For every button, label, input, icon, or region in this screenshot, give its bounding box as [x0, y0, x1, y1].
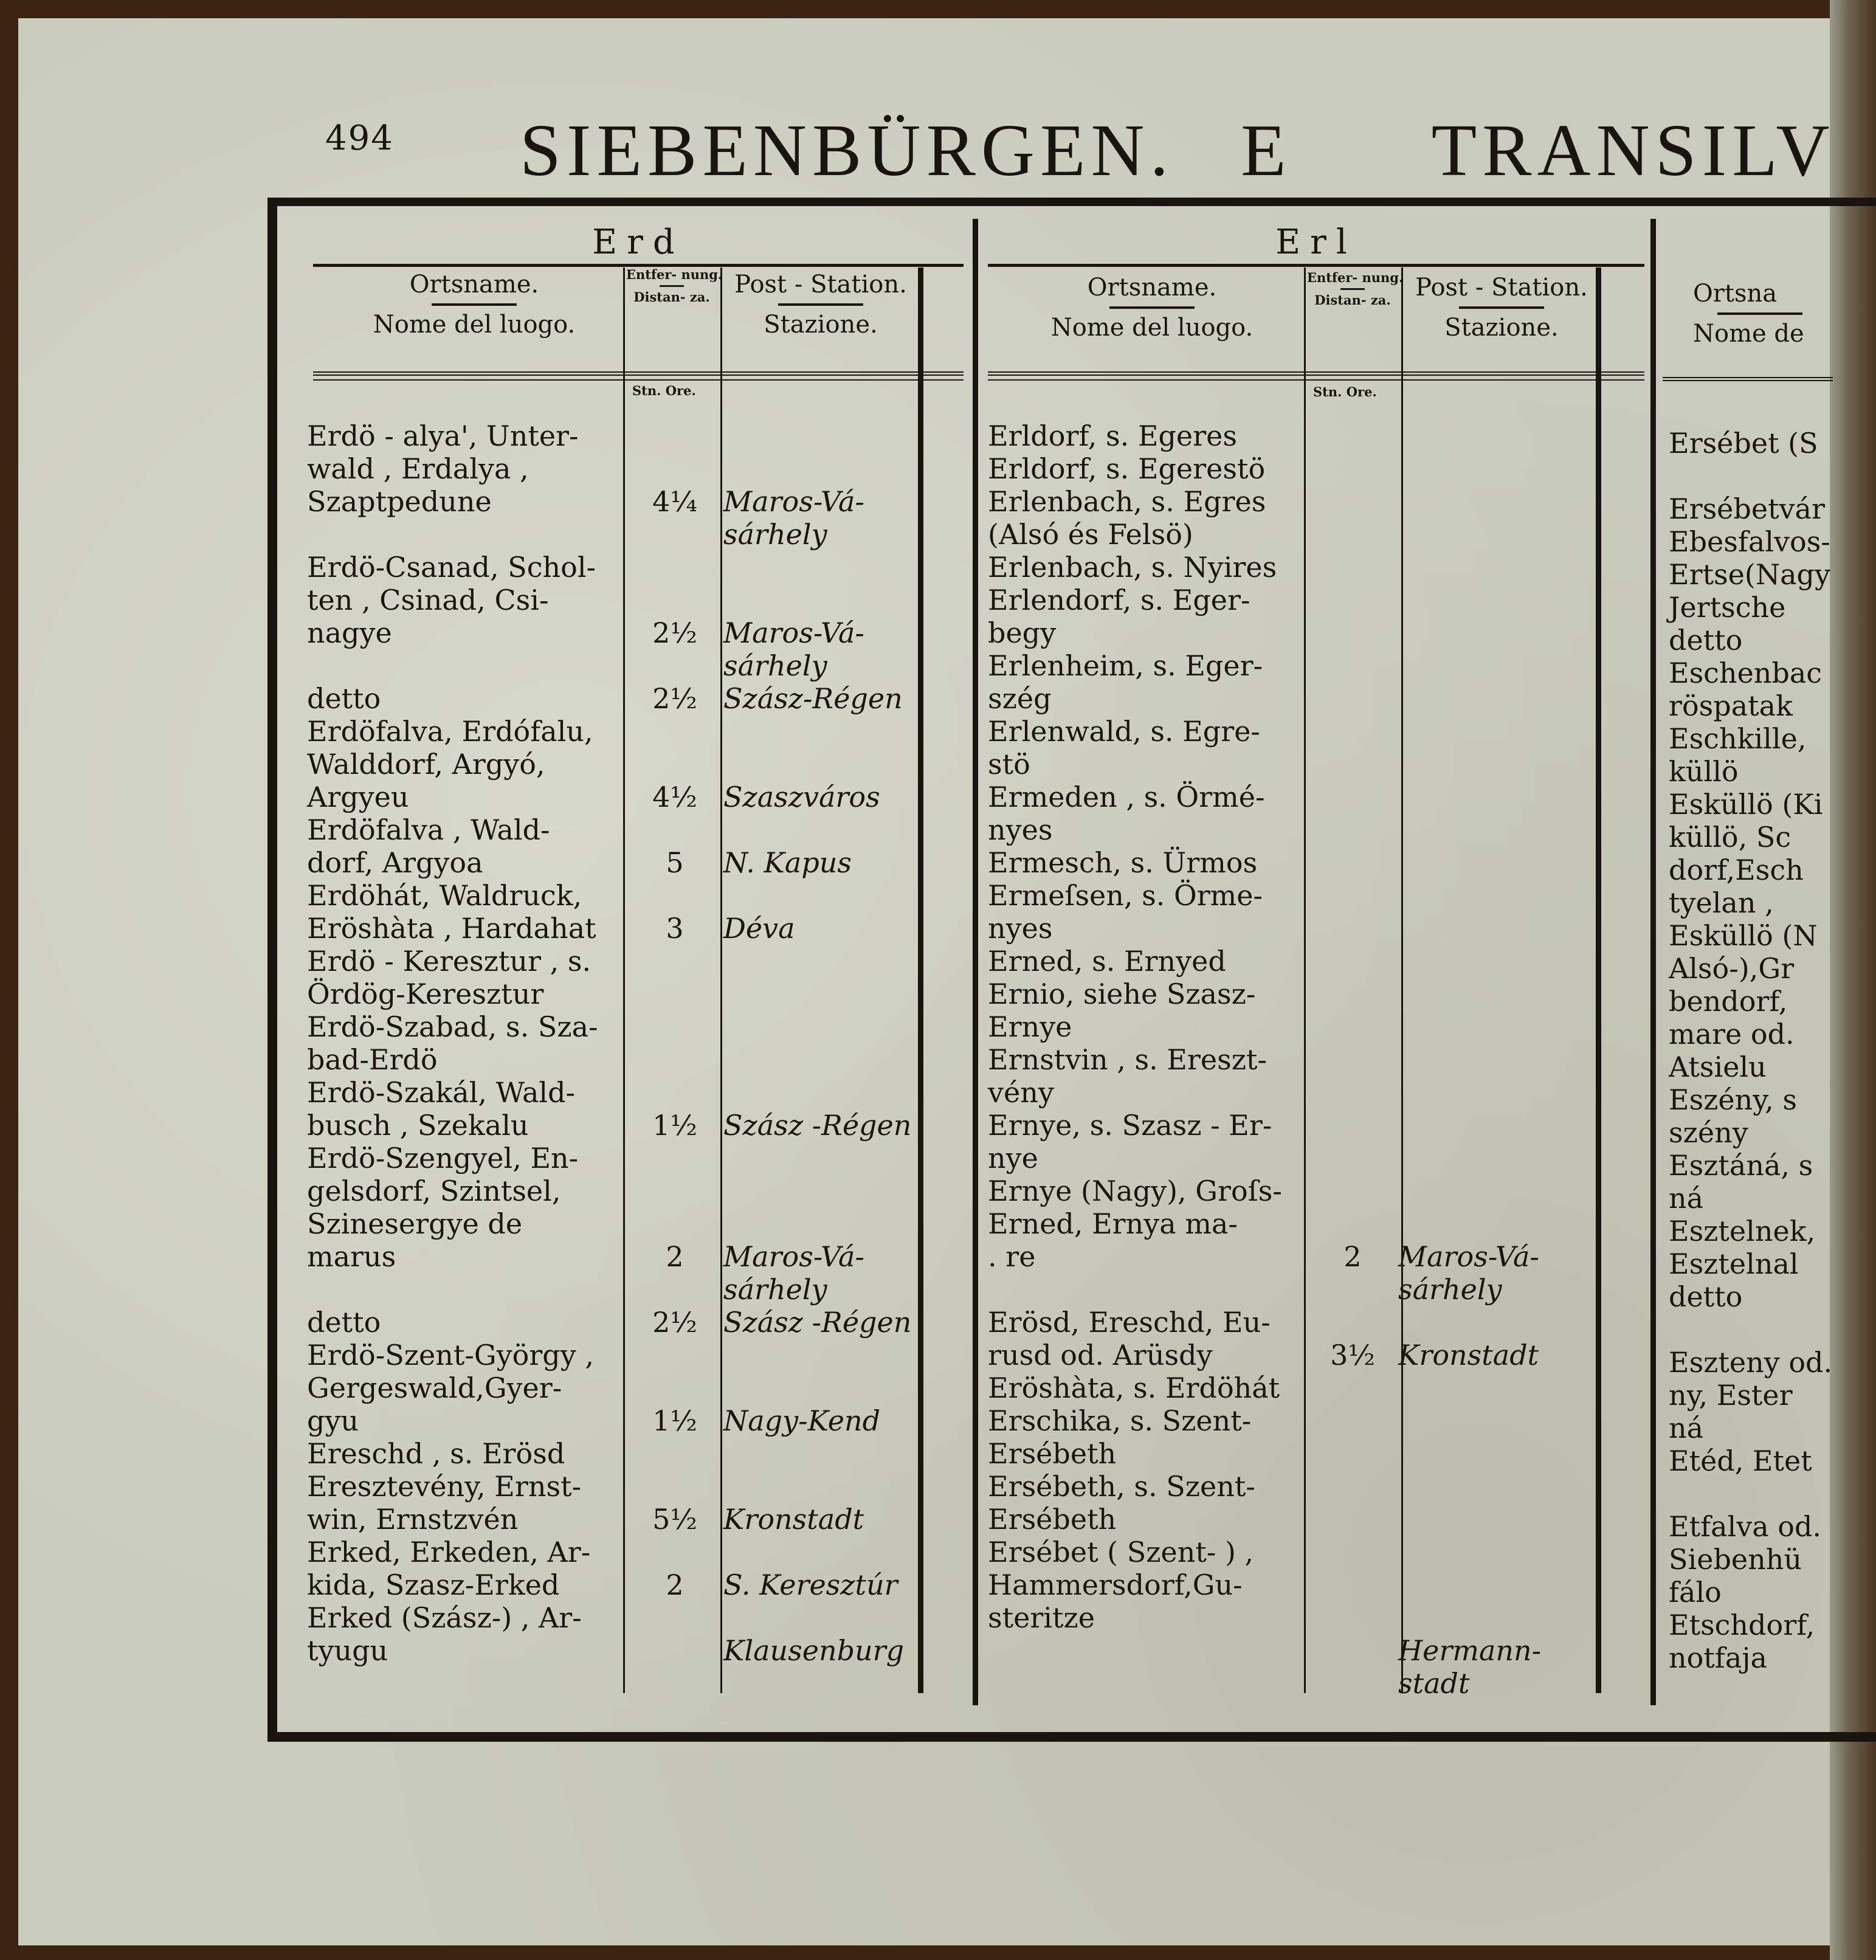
place-name: Erldorf, s. Egeres — [988, 419, 1237, 452]
place-name: Argyeu — [307, 781, 409, 813]
place-name: Eschenbac — [1669, 657, 1823, 689]
place-name: Ersébetvár — [1669, 492, 1825, 525]
header-ortsname: Ortsname. Nome del luogo. — [373, 271, 576, 339]
place-name: Erdö - Keresztur , s. — [307, 945, 591, 978]
place-name: Erdö-Szent-György , — [307, 1339, 594, 1372]
place-name: Erned, Ernya ma- — [988, 1207, 1238, 1240]
block-letters: Erl — [1275, 223, 1357, 262]
place-name: nagye — [307, 616, 392, 649]
header-distance: Entfer- nung. Distan- za. — [626, 267, 723, 305]
place-name: Erldorf, s. Egerestö — [988, 452, 1266, 485]
place-name: Szinesergye de — [307, 1207, 523, 1240]
place-name: Eszteny od. — [1669, 1346, 1833, 1379]
place-name: Ermeden , s. Örmé- — [988, 781, 1265, 813]
post-station: sárhely — [723, 518, 827, 551]
place-name: Erlenbach, s. Egres — [988, 485, 1266, 518]
place-name: ná — [1669, 1412, 1704, 1444]
place-name: stö — [988, 748, 1030, 781]
header-ortsname: Ortsname. Nome del luogo. — [1050, 274, 1254, 342]
place-name: Esztáná, s — [1669, 1149, 1813, 1182]
place-name: marus — [307, 1240, 396, 1273]
post-station: Maros-Vá- — [1398, 1240, 1539, 1273]
place-name: Erdö - alya', Unter- — [307, 419, 579, 452]
place-name: busch , Szekalu — [307, 1109, 529, 1142]
place-name: fálo — [1669, 1576, 1722, 1609]
place-name: röspatak — [1669, 689, 1793, 722]
post-station: Kronstadt — [723, 1503, 864, 1536]
place-name: bad-Erdö — [307, 1043, 438, 1076]
place-name: (Alsó és Felsö) — [988, 518, 1193, 551]
place-name: Eresztevény, Ernst- — [307, 1470, 582, 1503]
place-name: Ördög-Keresztur — [307, 978, 544, 1010]
distance-value: 2½ — [652, 682, 697, 715]
divider — [1304, 267, 1306, 1693]
divider — [918, 267, 923, 1693]
place-name: Ebesfalvos- — [1669, 525, 1830, 558]
post-station: sárhely — [1398, 1273, 1502, 1306]
divider — [623, 267, 625, 1693]
place-name: dorf, Argyoa — [307, 846, 483, 879]
distance-value: 3½ — [1330, 1339, 1375, 1372]
place-name: Siebenhü — [1669, 1543, 1802, 1576]
place-name: Erked (Szász-) , Ar- — [307, 1601, 582, 1634]
place-name: Erschika, s. Szent- — [988, 1404, 1252, 1437]
place-name: Jertsche — [1669, 591, 1786, 624]
post-station: Déva — [723, 912, 795, 945]
place-name: dorf,Esch — [1669, 854, 1804, 886]
place-name: vény — [988, 1076, 1054, 1109]
place-name: Ersébeth — [988, 1503, 1117, 1536]
post-station: Maros-Vá- — [723, 616, 864, 649]
page-number: 494 — [325, 119, 394, 158]
place-name: Ermeſsen, s. Örme- — [988, 879, 1263, 912]
title-german: SIEBENBÜRGEN. — [520, 109, 1174, 192]
title-letter: E — [1241, 109, 1292, 192]
place-name: mare od. — [1669, 1018, 1795, 1051]
post-station: S. Keresztúr — [723, 1568, 898, 1601]
place-name: Ermesch, s. Ürmos — [988, 846, 1258, 879]
distance-value: 2½ — [652, 616, 697, 649]
distance-value: 4½ — [652, 781, 697, 813]
distance-value: 5½ — [652, 1503, 697, 1536]
place-name: begy — [988, 616, 1057, 649]
place-name: Ersébet ( Szent- ) , — [988, 1536, 1254, 1568]
page-title — [520, 108, 1835, 193]
divider — [1401, 267, 1403, 1693]
post-station: Szász -Régen — [723, 1306, 912, 1339]
place-name: Erned, s. Ernyed — [988, 945, 1226, 978]
place-name: Erdö-Szabad, s. Sza- — [307, 1010, 598, 1043]
divider — [1596, 267, 1601, 1693]
place-name: ná — [1669, 1182, 1704, 1215]
place-name: Ernstvin , s. Ereszt- — [988, 1043, 1267, 1076]
post-station: Maros-Vá- — [723, 1240, 864, 1273]
post-station: Hermann- — [1398, 1634, 1542, 1667]
distance-value: 4¼ — [652, 485, 697, 518]
place-name: Erlenheim, s. Eger- — [988, 649, 1263, 682]
place-name: Ernye, s. Szasz - Er- — [988, 1109, 1272, 1142]
place-name: Ernye — [988, 1010, 1072, 1043]
place-name: Etfalva od. — [1669, 1510, 1822, 1543]
post-station: Kronstadt — [1398, 1339, 1539, 1372]
place-name: wald , Erdalya , — [307, 452, 529, 485]
distance-value: 2½ — [652, 1306, 697, 1339]
units-label: Stn. Ore. — [1313, 384, 1377, 399]
place-name: Eschkille, — [1669, 722, 1807, 755]
place-name: Alsó-),Gr — [1669, 952, 1795, 985]
place-name: notfaja — [1669, 1641, 1767, 1674]
place-name: küllö, Sc — [1669, 821, 1792, 854]
place-name: Esztelnek, — [1669, 1215, 1816, 1247]
divider — [1650, 219, 1656, 1705]
place-name: Erdöfalva , Wald- — [307, 813, 550, 846]
header-station: Post - Station. Stazione. — [1415, 274, 1588, 342]
place-name: steritze — [988, 1601, 1095, 1634]
block-letters: Erd — [592, 223, 685, 262]
place-name: ny, Ester — [1669, 1379, 1793, 1412]
place-name: nye — [988, 1142, 1038, 1175]
distance-value: 2 — [666, 1240, 684, 1273]
place-name: Erdöfalva, Erdófalu, — [307, 715, 593, 748]
place-name: Walddorf, Argyó, — [307, 748, 545, 781]
distance-value: 2 — [666, 1568, 684, 1601]
distance-value: 2 — [1343, 1240, 1362, 1273]
place-name: Atsielu — [1669, 1051, 1767, 1083]
distance-value: 1½ — [652, 1404, 697, 1437]
post-station: stadt — [1398, 1667, 1470, 1700]
divider — [973, 219, 978, 1705]
place-name: detto — [307, 682, 381, 715]
place-name: detto — [1669, 1280, 1743, 1313]
place-name: tyugu — [307, 1634, 388, 1667]
title-italian: TRANSILV — [1431, 109, 1835, 192]
place-name: Erdöhát, Waldruck, — [307, 879, 582, 912]
place-name: Ereschd , s. Erösd — [307, 1437, 565, 1470]
place-name: Erked, Erkeden, Ar- — [307, 1536, 591, 1568]
place-name: Ernio, siehe Szasz- — [988, 978, 1256, 1010]
place-name: Ertse(Nagy — [1669, 558, 1830, 591]
header-station: Post - Station. Stazione. — [734, 271, 907, 339]
place-name: . re — [988, 1240, 1036, 1273]
post-station: Szaszváros — [723, 781, 880, 813]
post-station: Szász -Régen — [723, 1109, 912, 1142]
place-name: Esküllö (Ki — [1669, 788, 1823, 821]
place-name: win, Ernstzvén — [307, 1503, 519, 1536]
divider — [720, 267, 722, 1693]
place-name: Ersébeth, s. Szent- — [988, 1470, 1255, 1503]
post-station: Klausenburg — [723, 1634, 905, 1667]
place-name: Eröshàta, s. Erdöhát — [988, 1372, 1280, 1404]
distance-value: 5 — [666, 846, 684, 879]
place-name: rusd od. Arüsdy — [988, 1339, 1213, 1372]
place-name: Ersébeth — [988, 1437, 1117, 1470]
place-name: Erdö-Csanad, Schol- — [307, 551, 596, 584]
distance-value: 3 — [666, 912, 684, 945]
place-name: Szaptpedune — [307, 485, 492, 518]
place-name: kida, Szasz-Erked — [307, 1568, 560, 1601]
place-name: szég — [988, 682, 1052, 715]
place-name: Eszény, s — [1669, 1083, 1797, 1116]
place-name: Hammersdorf,Gu- — [988, 1568, 1243, 1601]
place-name: Ernye (Nagy), Groſs- — [988, 1175, 1282, 1207]
place-name: szény — [1669, 1116, 1748, 1149]
block-partial — [1657, 267, 1833, 1702]
post-station: sárhely — [723, 649, 827, 682]
place-name: Eröshàta , Hardahat — [307, 912, 596, 945]
place-name: Erdö-Szakál, Wald- — [307, 1076, 576, 1109]
place-name: ten , Csinad, Csi- — [307, 584, 549, 616]
place-name: Erlenwald, s. Egre- — [988, 715, 1260, 748]
place-name: bendorf, — [1669, 985, 1788, 1018]
place-name: Erdö-Szengyel, En- — [307, 1142, 579, 1175]
post-station: Szász-Régen — [723, 682, 903, 715]
place-name: Gergeswald,Gyer- — [307, 1372, 562, 1404]
place-name: Erlenbach, s. Nyires — [988, 551, 1277, 584]
place-name: Erösd, Ereschd, Eu- — [988, 1306, 1271, 1339]
place-name: detto — [307, 1306, 381, 1339]
post-station: N. Kapus — [723, 846, 852, 879]
place-name: küllö — [1669, 755, 1739, 788]
header-distance: Entfer- nung. Distan- za. — [1307, 270, 1404, 308]
place-name: tyelan , — [1669, 886, 1774, 919]
place-name: Etschdorf, — [1669, 1609, 1815, 1641]
header-ortsname: Ortsna Nome de — [1693, 280, 1804, 348]
place-name: Etéd, Etet — [1669, 1444, 1812, 1477]
distance-value: 1½ — [652, 1109, 697, 1142]
place-name: nyes — [988, 813, 1053, 846]
place-name: Esztelnal — [1669, 1247, 1799, 1280]
place-name: nyes — [988, 912, 1053, 945]
place-name: Esküllö (N — [1669, 919, 1818, 952]
post-station: sárhely — [723, 1273, 827, 1306]
place-name: gyu — [307, 1404, 359, 1437]
place-name: Ersébet (S — [1669, 427, 1818, 460]
units-label: Stn. Ore. — [632, 383, 696, 398]
place-name: detto — [1669, 624, 1743, 657]
place-name: Erlendorf, s. Eger- — [988, 584, 1250, 616]
place-name: gelsdorf, Szintsel, — [307, 1175, 561, 1207]
post-station: Maros-Vá- — [723, 485, 864, 518]
post-station: Nagy-Kend — [723, 1404, 881, 1437]
